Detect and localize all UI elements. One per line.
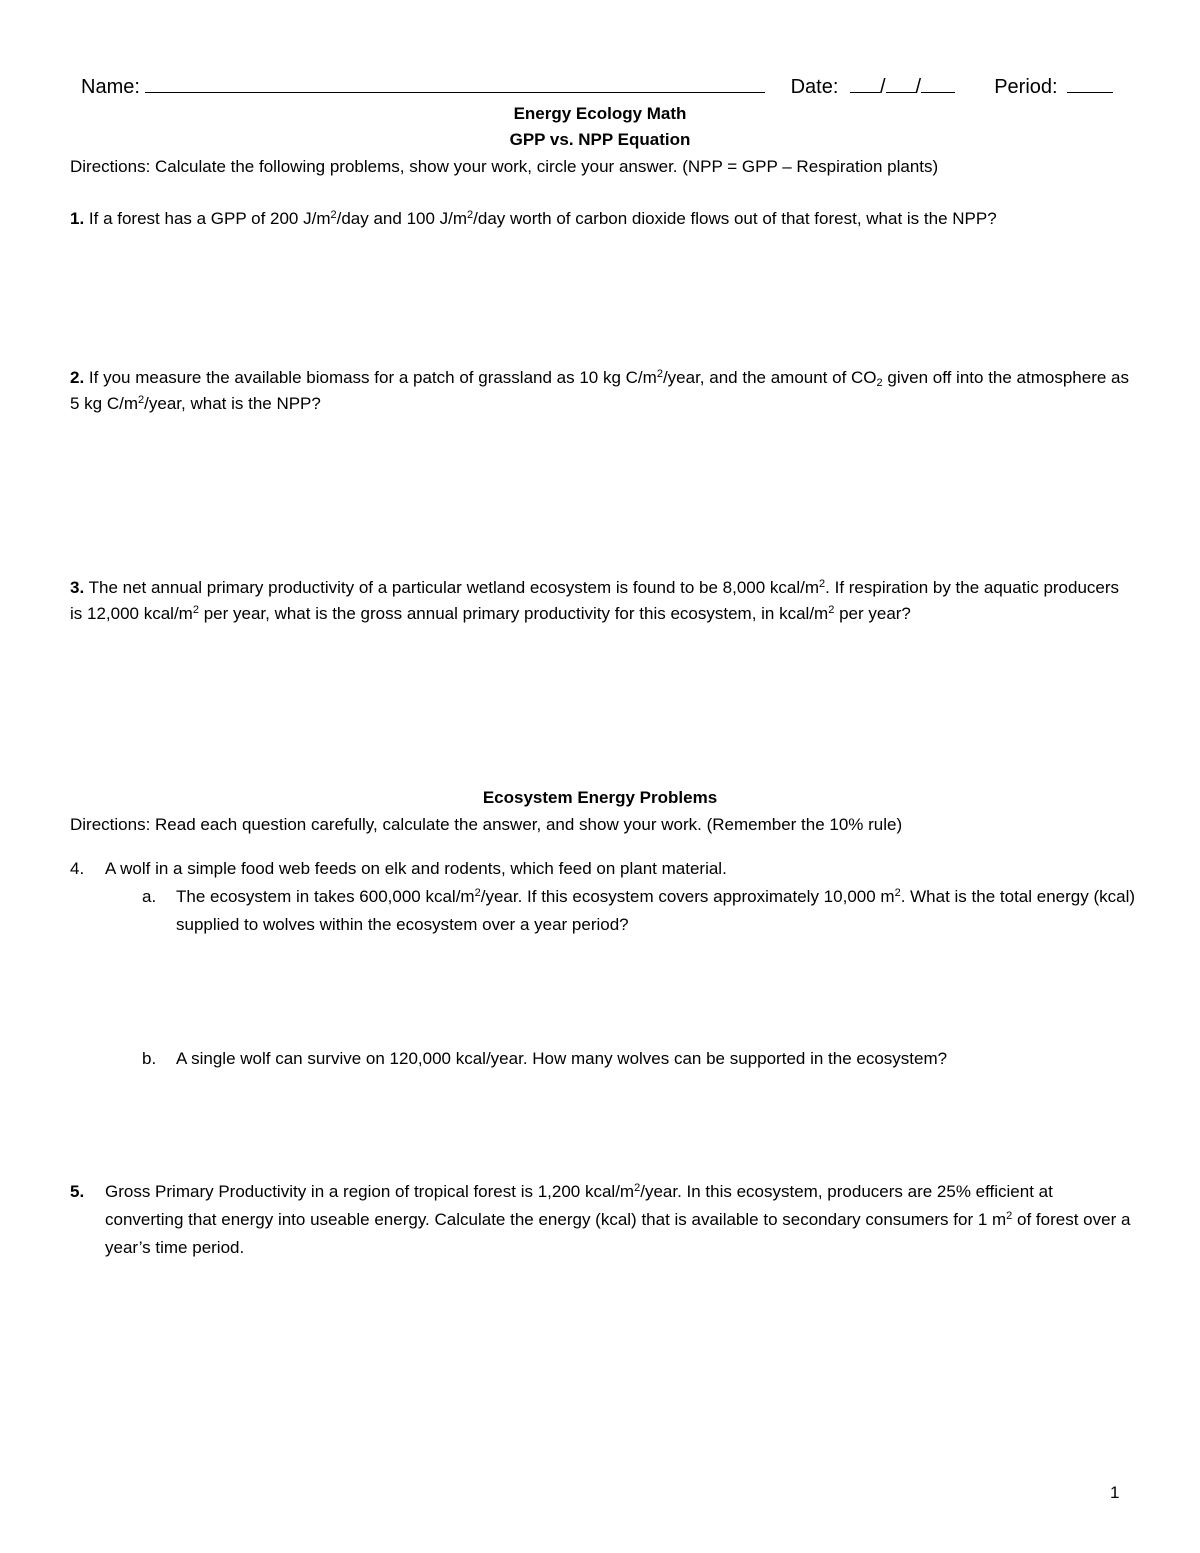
question-3-text: The net annual primary productivity of a particular wetland ecosystem is found to be 8,000 kcal/m bbox=[84, 578, 820, 597]
question-3-number: 3. bbox=[70, 578, 85, 597]
date-separator-1: / bbox=[879, 76, 886, 98]
section2-title: Ecosystem Energy Problems bbox=[482, 788, 718, 807]
superscript: 2 bbox=[828, 604, 835, 616]
question-4a-label: a. bbox=[142, 887, 157, 906]
question-3-text: . If respiration by the aquatic producers is 12,000 kcal/m bbox=[70, 578, 1120, 623]
question-1 bbox=[70, 206, 1135, 232]
question-2-text: given off into the atmosphere as 5 kg C/m bbox=[70, 368, 1129, 413]
date-year-blank[interactable] bbox=[921, 72, 955, 93]
question-1-text: If a forest has a GPP of 200 J/m bbox=[84, 209, 331, 228]
header-row bbox=[81, 72, 1121, 102]
superscript: 2 bbox=[138, 394, 145, 406]
question-4b bbox=[0, 1045, 1200, 1075]
question-5 bbox=[0, 1178, 1200, 1268]
superscript: 2 bbox=[192, 604, 199, 616]
superscript: 2 bbox=[634, 1182, 641, 1194]
question-5-text bbox=[105, 1178, 1135, 1262]
question-5-text-part: of forest over a year’s time period. bbox=[105, 1210, 1131, 1257]
question-4b-text: A single wolf can survive on 120,000 kcal/year. How many wolves can be supported in the ecosystem? bbox=[176, 1049, 948, 1068]
date-month-blank[interactable] bbox=[850, 72, 880, 93]
section2-directions: Directions: Read each question carefully, calculate the answer, and show your work. (Remember the 10% rule) bbox=[70, 815, 903, 834]
superscript: 2 bbox=[1006, 1210, 1013, 1222]
period-label: Period: bbox=[994, 76, 1058, 98]
question-4a-text bbox=[176, 883, 1136, 939]
date-day-blank[interactable] bbox=[886, 72, 916, 93]
question-5-number: 5. bbox=[70, 1182, 85, 1201]
subscript: 2 bbox=[876, 377, 883, 389]
date-separator-2: / bbox=[915, 76, 922, 98]
question-1-text: /day and 100 J/m bbox=[336, 209, 468, 228]
superscript: 2 bbox=[656, 368, 663, 380]
question-2 bbox=[70, 365, 1135, 417]
worksheet-title: Energy Ecology Math bbox=[513, 104, 687, 123]
question-1-text: /day worth of carbon dioxide flows out of that forest, what is the NPP? bbox=[473, 209, 997, 228]
superscript: 2 bbox=[894, 887, 901, 899]
superscript: 2 bbox=[467, 209, 474, 221]
period-blank[interactable] bbox=[1067, 72, 1113, 93]
question-4 bbox=[0, 855, 1200, 885]
question-4a-text-part: . What is the total energy (kcal) supplied to wolves within the ecosystem over a year period? bbox=[176, 887, 1136, 934]
question-5-text-part: Gross Primary Productivity in a region of tropical forest is 1,200 kcal/m bbox=[105, 1182, 635, 1201]
name-blank[interactable] bbox=[145, 72, 765, 93]
date-label: Date: bbox=[790, 76, 839, 98]
page-number: 1 bbox=[1110, 1483, 1120, 1502]
question-4-number: 4. bbox=[70, 859, 85, 878]
question-5-text-part: /year. In this ecosystem, producers are 25% efficient at converting that energy into useable energy. Calculate the energy (kcal) that is available to secondary consumers for 1 m bbox=[105, 1182, 1053, 1229]
question-3 bbox=[70, 575, 1135, 627]
question-4a-text-part: /year. If this ecosystem covers approximately 10,000 m bbox=[480, 887, 895, 906]
question-2-text: /year, what is the NPP? bbox=[144, 394, 321, 413]
question-4-text: A wolf in a simple food web feeds on elk and rodents, which feed on plant material. bbox=[105, 859, 727, 878]
question-1-number: 1. bbox=[70, 209, 85, 228]
superscript: 2 bbox=[819, 578, 826, 590]
question-2-text: /year, and the amount of CO bbox=[662, 368, 877, 387]
question-2-number: 2. bbox=[70, 368, 85, 387]
question-3-text: per year? bbox=[834, 604, 911, 623]
worksheet-subtitle: GPP vs. NPP Equation bbox=[509, 130, 691, 149]
question-4a-text-part: The ecosystem in takes 600,000 kcal/m bbox=[176, 887, 475, 906]
question-4a bbox=[0, 883, 1200, 943]
question-3-text: per year, what is the gross annual primary productivity for this ecosystem, in kcal/m bbox=[198, 604, 829, 623]
name-label: Name: bbox=[81, 76, 140, 98]
superscript: 2 bbox=[474, 887, 481, 899]
question-2-text: If you measure the available biomass for a patch of grassland as 10 kg C/m bbox=[84, 368, 657, 387]
superscript: 2 bbox=[330, 209, 337, 221]
section1-directions: Directions: Calculate the following problems, show your work, circle your answer. (NPP = GPP – Respiration plants) bbox=[70, 157, 939, 176]
question-4b-label: b. bbox=[142, 1049, 157, 1068]
